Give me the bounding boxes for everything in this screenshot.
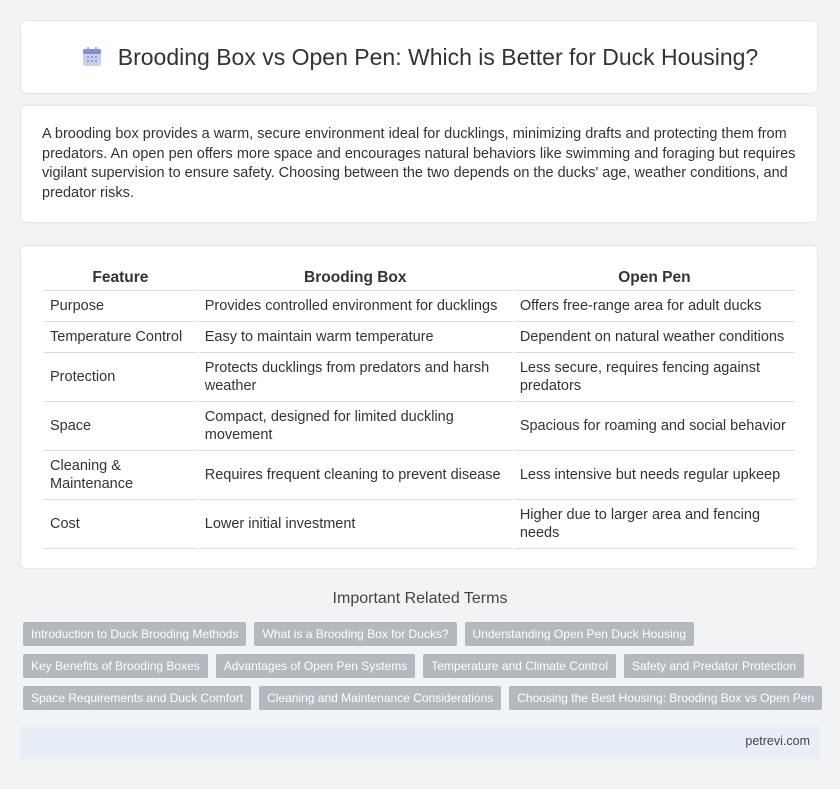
related-term-tag[interactable]: Temperature and Climate Control <box>423 654 616 678</box>
column-header-feature: Feature <box>44 266 197 291</box>
related-terms-tags <box>23 622 823 718</box>
page-title: Brooding Box vs Open Pen: Which is Better for Duck Housing? <box>117 43 759 70</box>
table-cell-feature: Protection <box>44 353 197 402</box>
related-term-tag[interactable]: Advantages of Open Pen Systems <box>216 654 415 678</box>
table-cell-open-pen: Higher due to larger area and fencing needs <box>514 500 795 549</box>
table-row <box>44 402 795 451</box>
related-term-tag[interactable]: Understanding Open Pen Duck Housing <box>465 622 694 646</box>
related-term-tag[interactable]: Cleaning and Maintenance Considerations <box>259 686 501 710</box>
related-term-tag[interactable]: Choosing the Best Housing: Brooding Box vs Open Pen <box>509 686 822 710</box>
tag-row <box>23 654 823 678</box>
table-cell-brooding-box: Compact, designed for limited duckling movement <box>199 402 512 451</box>
table-cell-open-pen: Less secure, requires fencing against predators <box>514 353 795 402</box>
comparison-table <box>42 266 797 549</box>
table-cell-brooding-box: Requires frequent cleaning to prevent disease <box>199 451 512 500</box>
column-header-brooding-box: Brooding Box <box>199 266 512 291</box>
tag-row <box>23 622 823 646</box>
table-cell-open-pen: Dependent on natural weather conditions <box>514 322 795 353</box>
table-cell-open-pen: Spacious for roaming and social behavior <box>514 402 795 451</box>
table-row <box>44 291 795 322</box>
table-cell-feature: Cost <box>44 500 197 549</box>
intro-card <box>20 105 818 223</box>
table-cell-brooding-box: Protects ducklings from predators and harsh weather <box>199 353 512 402</box>
related-term-tag[interactable]: Introduction to Duck Brooding Methods <box>23 622 246 646</box>
table-cell-open-pen: Offers free-range area for adult ducks <box>514 291 795 322</box>
table-row <box>44 451 795 500</box>
related-term-tag[interactable]: Space Requirements and Duck Comfort <box>23 686 251 710</box>
table-cell-feature: Temperature Control <box>44 322 197 353</box>
table-header-row <box>44 266 795 291</box>
table-cell-brooding-box: Provides controlled environment for ducklings <box>199 291 512 322</box>
comparison-card <box>20 245 818 569</box>
table-cell-brooding-box: Lower initial investment <box>199 500 512 549</box>
table-row <box>44 500 795 549</box>
related-term-tag[interactable]: Key Benefits of Brooding Boxes <box>23 654 208 678</box>
table-cell-feature: Cleaning & Maintenance <box>44 451 197 500</box>
tag-row <box>23 686 823 710</box>
calendar-icon <box>80 45 104 69</box>
related-terms-title: Important Related Terms <box>332 590 508 607</box>
related-term-tag[interactable]: What is a Brooding Box for Ducks? <box>254 622 456 646</box>
table-row <box>44 322 795 353</box>
table-cell-brooding-box: Easy to maintain warm temperature <box>199 322 512 353</box>
footer <box>20 726 820 758</box>
page-header <box>20 20 818 94</box>
table-cell-open-pen: Less intensive but needs regular upkeep <box>514 451 795 500</box>
table-cell-feature: Purpose <box>44 291 197 322</box>
footer-site-link[interactable]: petrevi.com <box>745 734 810 748</box>
related-term-tag[interactable]: Safety and Predator Protection <box>624 654 804 678</box>
table-cell-feature: Space <box>44 402 197 451</box>
table-row <box>44 353 795 402</box>
column-header-open-pen: Open Pen <box>514 266 795 291</box>
intro-text: A brooding box provides a warm, secure environment ideal for ducklings, minimizing drafts and protecting them from predators. An open pen offers more space and encourages natural behaviors like swimming and foraging but requires vigilant supervision to ensure safety. Choosing between the two depends on the ducks' age, weather conditions, and predator risks. <box>42 126 796 201</box>
